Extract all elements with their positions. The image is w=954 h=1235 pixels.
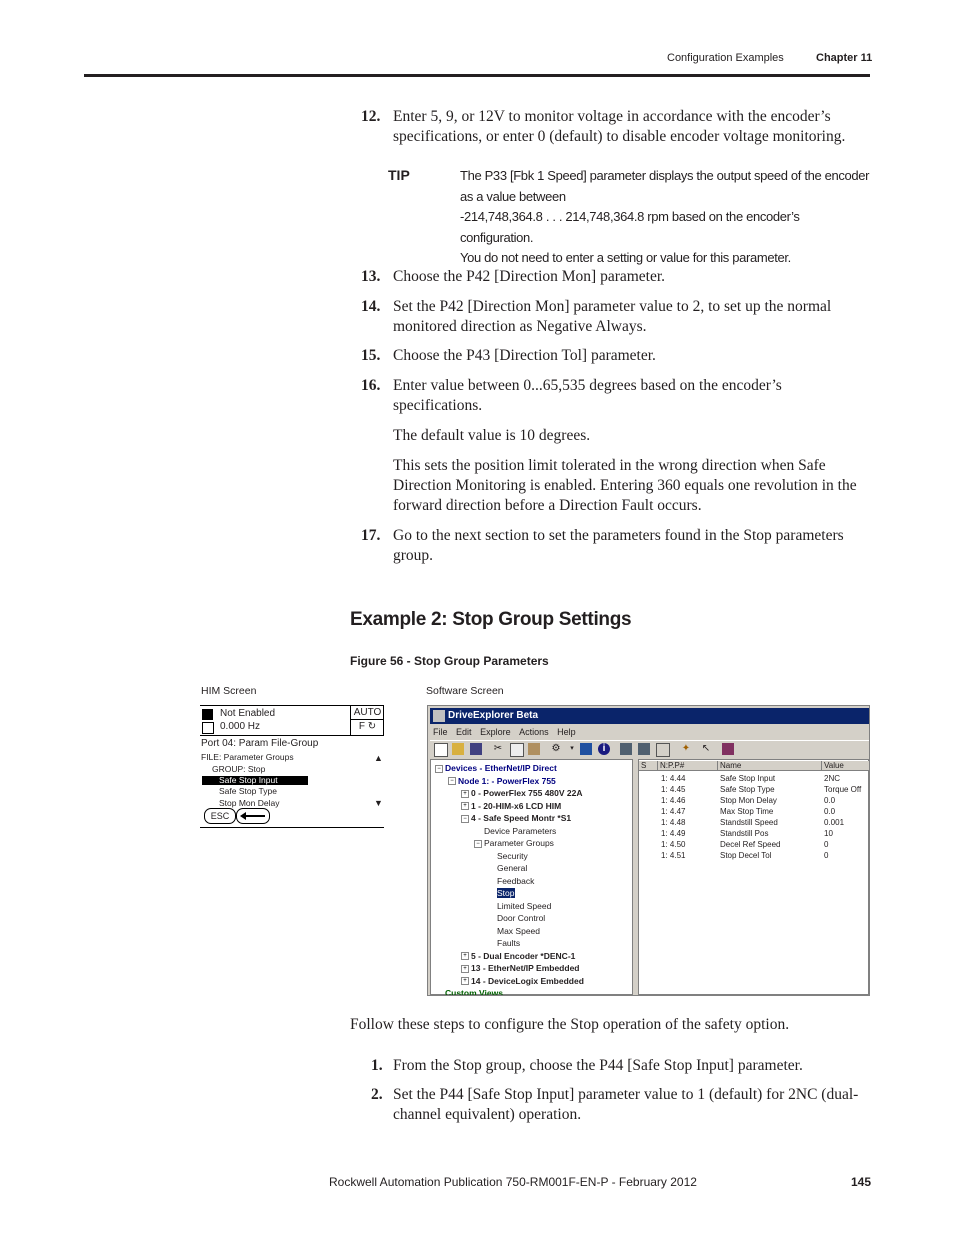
him-direction: F [358, 721, 365, 732]
him-mode-box [350, 706, 384, 735]
tree-node-label: Devices - EtherNet/IP Direct [445, 763, 557, 773]
open-icon[interactable] [452, 743, 464, 755]
row-param-number[interactable]: 1: 4.51 [661, 851, 686, 860]
step-number: 14. [361, 298, 381, 315]
esc-button[interactable]: ESC [204, 808, 236, 824]
toolbar [430, 740, 869, 758]
row-param-number[interactable]: 1: 4.45 [661, 785, 686, 794]
row-param-value[interactable]: 0.0 [824, 807, 836, 816]
expand-icon[interactable]: + [461, 965, 469, 973]
him-status: Not Enabled [220, 708, 276, 719]
parameter-list [638, 759, 869, 995]
row-param-number[interactable]: 1: 4.46 [661, 796, 686, 805]
tree-node-label: 0 - PowerFlex 755 480V 22A [471, 788, 583, 798]
collapse-icon[interactable]: − [474, 840, 482, 848]
header-chapter: Chapter 11 [816, 52, 873, 64]
step-text: Enter 5, 9, or 12V to monitor voltage in accordance with the encoder’s specifications, or enter 0 (default) to disable encoder voltage monitoring. [393, 108, 846, 145]
software-caption: Software Screen [426, 685, 504, 697]
tree-node[interactable] [461, 963, 579, 973]
row-param-value[interactable]: 0.001 [824, 818, 845, 827]
step-text: Enter value between 0...65,535 degrees based on the encoder’s specifications. [393, 377, 782, 414]
tree-node-label: Door Control [497, 913, 546, 923]
him-item-selected[interactable]: Safe Stop Input [202, 776, 308, 785]
wizard-icon[interactable]: ✦ [681, 743, 691, 754]
him-caption: HIM Screen [201, 685, 257, 697]
tree-node-label: General [497, 863, 528, 873]
properties-icon[interactable] [580, 743, 592, 755]
row-param-name[interactable]: Decel Ref Speed [720, 840, 781, 849]
footer-publication: Rockwell Automation Publication 750-RM001F-EN-P - February 2012 [329, 1175, 697, 1189]
him-frequency: 0.000 Hz [220, 721, 261, 732]
section-heading: Example 2: Stop Group Settings [350, 609, 632, 630]
figure-caption: Figure 56 - Stop Group Parameters [350, 654, 549, 668]
scroll-down-icon[interactable]: ▼ [374, 798, 383, 808]
tree-node[interactable] [487, 863, 527, 873]
scroll-up-icon[interactable]: ▲ [374, 753, 383, 763]
tree-node-label: Device Parameters [484, 825, 557, 836]
tree-node-label: Feedback [497, 875, 535, 886]
expand-icon[interactable]: + [461, 802, 469, 810]
tip-line: The P33 [Fbk 1 Speed] parameter displays the output speed of the encoder as a value between [460, 168, 870, 204]
copy-icon[interactable] [510, 743, 524, 757]
tip-line: You do not need to enter a setting or value for this parameter. [460, 250, 791, 265]
step-number: 13. [361, 268, 381, 285]
row-param-value[interactable]: 0 [824, 840, 829, 849]
column-header-s[interactable]: S [639, 761, 658, 771]
expand-icon[interactable]: + [461, 977, 469, 985]
tree-node-label: Security [497, 850, 528, 861]
menu-file[interactable]: File [433, 727, 448, 737]
row-param-number[interactable]: 1: 4.47 [661, 807, 686, 816]
row-param-name[interactable]: Standstill Speed [720, 818, 778, 827]
tree-node[interactable] [461, 813, 571, 823]
tip-label: TIP [388, 167, 410, 183]
row-param-value[interactable]: Torque Off [824, 785, 862, 794]
tree-node[interactable] [487, 888, 515, 898]
him-group: GROUP: Stop [212, 764, 266, 774]
row-param-name[interactable]: Stop Decel Tol [720, 851, 772, 860]
row-param-name[interactable]: Standstill Pos [720, 829, 769, 838]
tree-node[interactable] [435, 988, 503, 996]
him-bottom-line [200, 827, 384, 828]
him-item[interactable]: Safe Stop Type [219, 786, 277, 796]
tree-node[interactable] [487, 913, 545, 923]
step-16-paragraph: The default value is 10 degrees. [393, 427, 591, 444]
tree-node[interactable] [461, 801, 561, 811]
tree-node-label: Max Speed [497, 925, 540, 936]
step-number: 12. [361, 108, 381, 125]
tree-node-label: Custom Views [445, 988, 503, 996]
step-number: 15. [361, 347, 381, 364]
row-param-value[interactable]: 0.0 [824, 796, 836, 805]
him-status-bar [200, 705, 384, 736]
tip-text [460, 166, 872, 269]
tree-node-label: 4 - Safe Speed Montr *S1 [471, 813, 572, 823]
row-param-name[interactable]: Stop Mon Delay [720, 796, 777, 805]
menu-edit[interactable]: Edit [456, 727, 472, 737]
row-param-number[interactable]: 1: 4.44 [661, 774, 686, 783]
step-number: 2. [371, 1086, 383, 1103]
tree-node-label: Node 1: - PowerFlex 755 [458, 775, 556, 786]
tree-node[interactable] [461, 788, 583, 798]
save-icon[interactable] [470, 743, 482, 755]
tree-node[interactable] [435, 763, 557, 773]
collapse-icon[interactable]: − [448, 777, 456, 785]
him-port: Port 04: Param File-Group [201, 738, 319, 749]
tree-node[interactable] [487, 876, 534, 886]
tree-node-label: Parameter Groups [484, 838, 554, 848]
step-text: Set the P44 [Safe Stop Input] parameter value to 1 (default) for 2NC (dual-channel equivalent) operation. [393, 1086, 859, 1123]
tree-node[interactable] [487, 926, 540, 936]
row-param-number[interactable]: 1: 4.49 [661, 829, 686, 838]
tree-node[interactable] [474, 838, 554, 848]
paste-icon[interactable] [528, 743, 540, 755]
column-header-nppnum[interactable]: N:P.P# [658, 761, 718, 771]
collapse-icon[interactable]: − [461, 815, 469, 823]
compare-icon[interactable] [656, 743, 670, 757]
tree-node-label: Stop [497, 888, 515, 898]
back-arrow-icon [237, 809, 269, 823]
pointer-icon[interactable]: ↖ [701, 743, 711, 754]
menu-help[interactable]: Help [557, 727, 576, 737]
status-indicator-icon [202, 709, 213, 720]
tree-node-label: 1 - 20-HIM-x6 LCD HIM [471, 800, 562, 811]
cut-icon[interactable]: ✂ [493, 743, 503, 754]
row-param-name[interactable]: Safe Stop Input [720, 774, 776, 783]
menu-explore[interactable]: Explore [480, 727, 511, 737]
expand-icon[interactable]: + [461, 952, 469, 960]
step-text: Go to the next section to set the parameters found in the Stop parameters group. [393, 527, 844, 564]
tree-node[interactable] [448, 776, 556, 786]
tree-node[interactable] [487, 851, 528, 861]
follow-text: Follow these steps to configure the Stop operation of the safety option. [350, 1016, 790, 1033]
header-rule [84, 74, 870, 77]
window-title: DriveExplorer Beta [448, 710, 539, 721]
column-header-name[interactable]: Name [718, 761, 822, 771]
connect-icon[interactable]: ⚙ [551, 743, 561, 754]
tree-node[interactable] [487, 938, 520, 948]
status-indicator-empty-icon [202, 722, 214, 734]
page-number: 145 [851, 1175, 872, 1189]
app-icon [433, 710, 445, 722]
back-button[interactable] [236, 808, 270, 824]
tree-node-label: Limited Speed [497, 900, 552, 911]
row-param-name[interactable]: Safe Stop Type [720, 785, 775, 794]
software-window [427, 705, 870, 996]
step-text: Choose the P43 [Direction Tol] parameter. [393, 347, 656, 364]
tree-node[interactable] [474, 826, 556, 836]
tree-node[interactable] [487, 901, 551, 911]
him-screen [200, 705, 384, 828]
tree-node-label: 13 - EtherNet/IP Embedded [471, 963, 580, 973]
title-bar [430, 708, 869, 724]
step-number: 17. [361, 527, 381, 544]
upload-icon[interactable] [620, 743, 632, 755]
row-param-value[interactable]: 10 [824, 829, 833, 838]
him-direction-box [351, 719, 384, 733]
step-text: Set the P42 [Direction Mon] parameter value to 2, to set up the normal monitored direction as Negative Always. [393, 298, 832, 335]
row-param-value[interactable]: 0 [824, 851, 829, 860]
step-number: 16. [361, 377, 381, 394]
expand-icon[interactable]: + [461, 790, 469, 798]
him-file: FILE: Parameter Groups [201, 752, 294, 762]
him-mode: AUTO [353, 707, 382, 718]
tree-node-label: 5 - Dual Encoder *DENC-1 [471, 950, 576, 961]
rotation-icon: ↻ [367, 721, 377, 732]
tree-node[interactable] [461, 976, 584, 986]
book-icon[interactable] [722, 743, 734, 755]
info-icon[interactable]: i [598, 743, 610, 755]
row-param-value[interactable]: 2NC [824, 774, 841, 783]
dropdown-icon[interactable]: ▾ [570, 745, 574, 752]
step-text: Choose the P42 [Direction Mon] parameter. [393, 268, 666, 285]
menu-actions[interactable]: Actions [519, 727, 549, 737]
row-param-number[interactable]: 1: 4.48 [661, 818, 686, 827]
row-param-name[interactable]: Max Stop Time [720, 807, 774, 816]
step-number: 1. [371, 1057, 383, 1074]
step-text: From the Stop group, choose the P44 [Safe Stop Input] parameter. [393, 1057, 803, 1074]
him-item[interactable]: Stop Mon Delay [219, 798, 280, 808]
tip-line: -214,748,364.8 . . . 214,748,364.8 rpm based on the encoder’s configuration. [460, 209, 800, 245]
tree-node-label: Faults [497, 938, 521, 948]
new-icon[interactable] [434, 743, 448, 757]
collapse-icon[interactable]: − [435, 765, 443, 773]
tree-node-label: 14 - DeviceLogix Embedded [471, 975, 584, 986]
tree-node[interactable] [461, 951, 575, 961]
step-16-paragraph: This sets the position limit tolerated in the wrong direction when Safe Direction Monitoring is enabled. Entering 360 equals one revolution in the forward direction before a Direction Fault occurs. [393, 457, 857, 514]
column-header-value[interactable]: Value [822, 761, 870, 771]
row-param-number[interactable]: 1: 4.50 [661, 840, 686, 849]
download-icon[interactable] [638, 743, 650, 755]
device-tree [430, 759, 633, 995]
menu-bar [430, 725, 579, 739]
header-section: Configuration Examples [667, 52, 784, 64]
